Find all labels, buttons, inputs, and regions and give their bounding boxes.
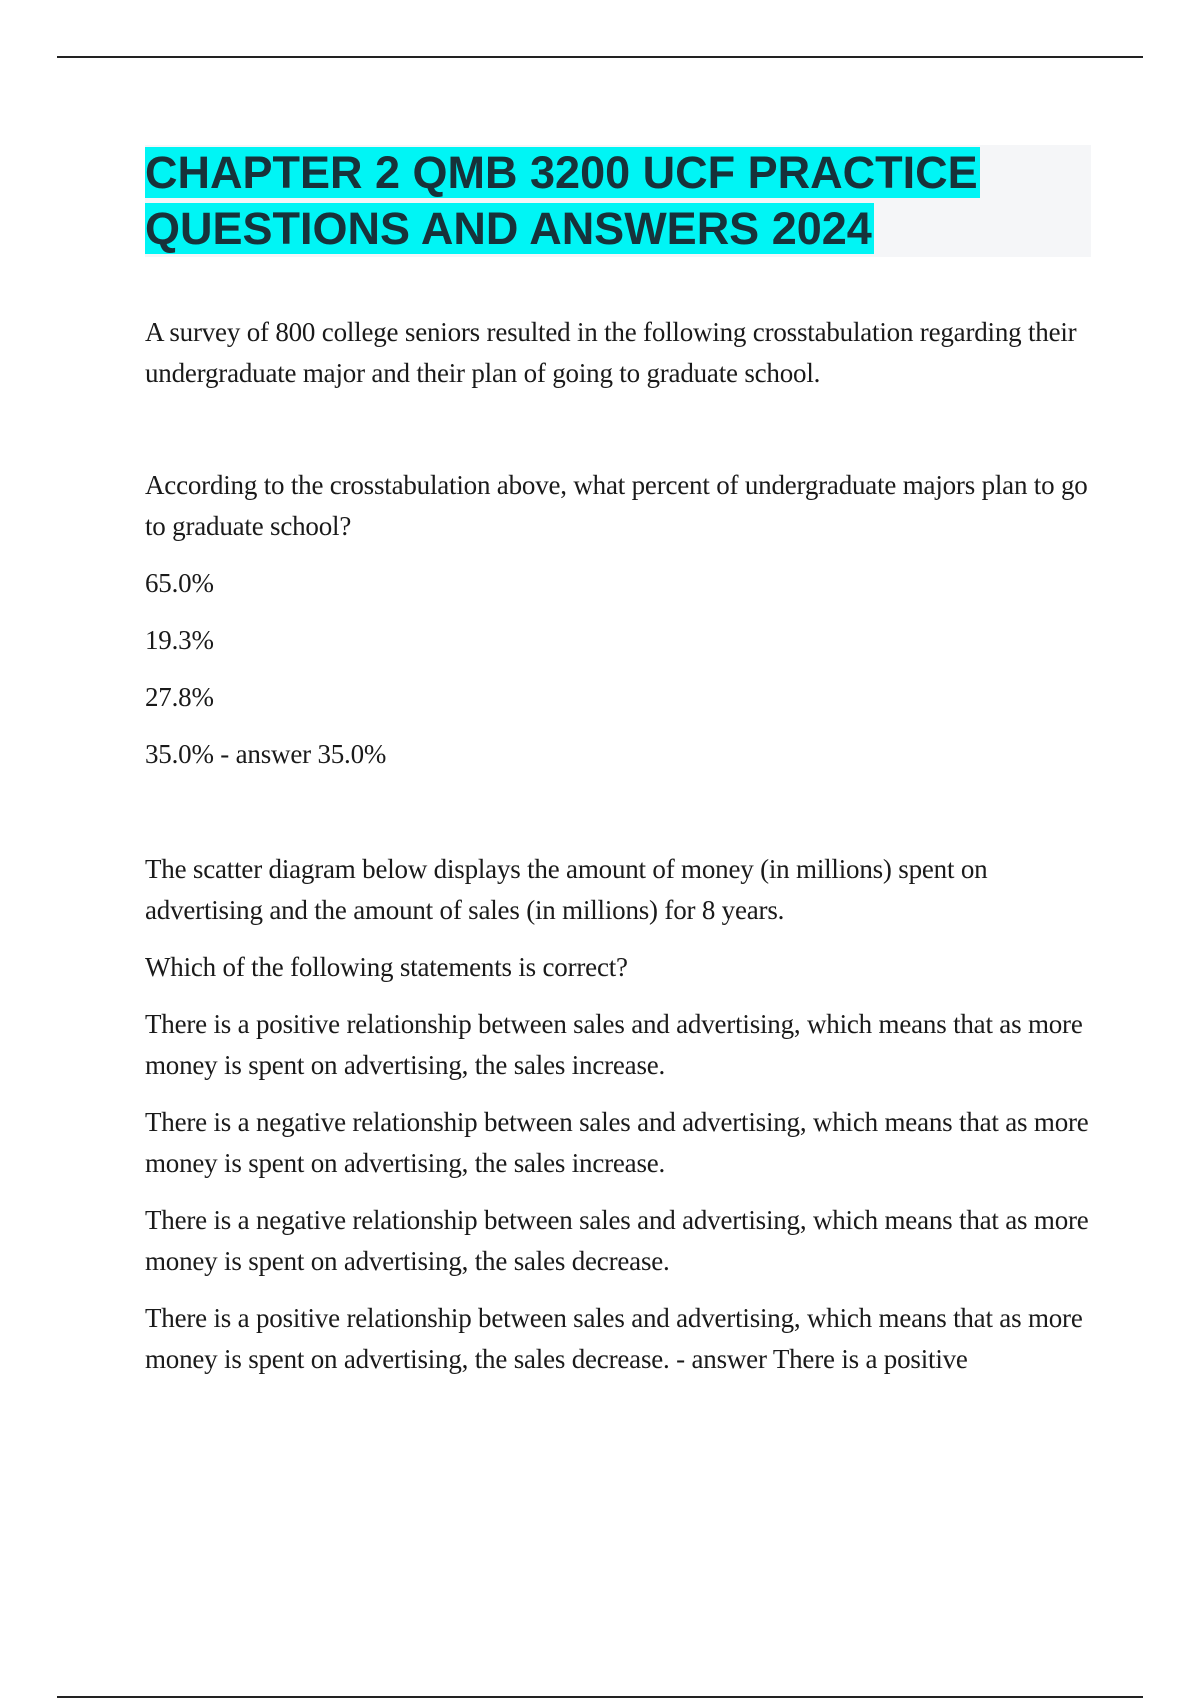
q1-intro: A survey of 800 college seniors resulted in the following crosstabulation regarding their undergraduate major and their plan of going to graduate school.: [145, 317, 1077, 388]
q2-option-4-answer: There is a positive relationship between sales and advertising, which means that as more money is spent on advertising, the sales decrease. - answer There is a positive: [145, 1303, 1083, 1374]
title-line-2: QUESTIONS AND ANSWERS 2024: [145, 203, 872, 254]
q1-option-1: 65.0%: [145, 568, 214, 598]
q2-question: Which of the following statements is correct?: [145, 952, 628, 982]
document-title: [145, 145, 1091, 257]
q1-question: According to the crosstabulation above, what percent of undergraduate majors plan to go to graduate school?: [145, 470, 1088, 541]
title-line-1: CHAPTER 2 QMB 3200 UCF PRACTICE: [145, 147, 978, 198]
q1-option-2: 19.3%: [145, 625, 214, 655]
q2-option-2: There is a negative relationship between sales and advertising, which means that as more money is spent on advertising, the sales increase.: [145, 1107, 1089, 1178]
q1-option-4-answer: 35.0% - answer 35.0%: [145, 739, 387, 769]
document-body: [145, 312, 1090, 1380]
q2-intro: The scatter diagram below displays the amount of money (in millions) spent on advertising and the amount of sales (in millions) for 8 years.: [145, 854, 988, 925]
header-rule: [57, 56, 1143, 58]
footer-rule: [57, 1696, 1143, 1698]
q2-option-1: There is a positive relationship between sales and advertising, which means that as more money is spent on advertising, the sales increase.: [145, 1009, 1083, 1080]
q1-option-3: 27.8%: [145, 682, 214, 712]
title-block: [145, 145, 1091, 257]
q2-option-3: There is a negative relationship between sales and advertising, which means that as more money is spent on advertising, the sales decrease.: [145, 1205, 1089, 1276]
